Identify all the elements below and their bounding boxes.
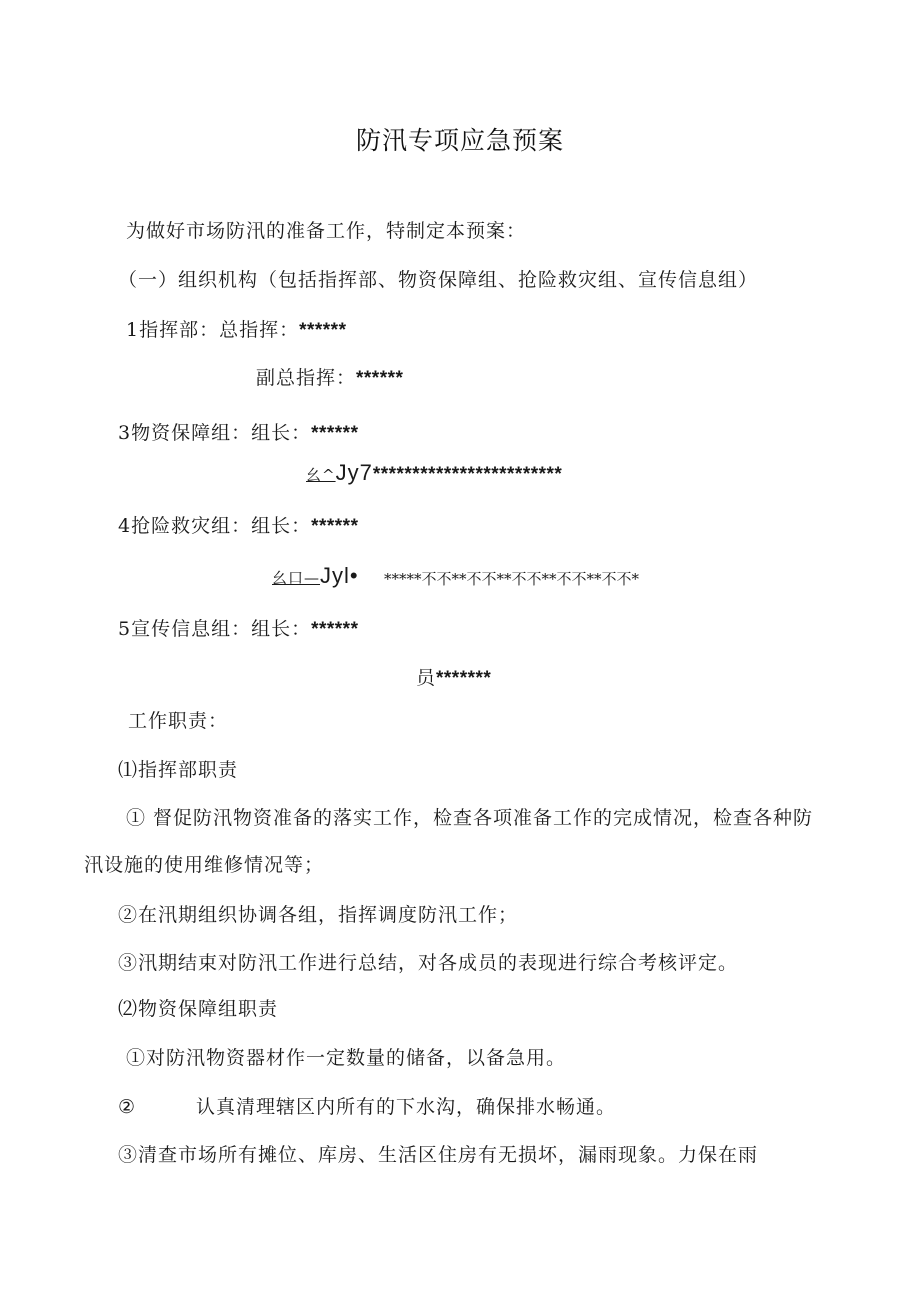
supply-members-prefix: 幺^ <box>306 466 336 484</box>
supply-duty-1: ①对防汛物资器材作一定数量的储备，以备急用。 <box>126 1047 567 1069</box>
command-duty-3: ③汛期结束对防汛工作进行总结，对各成员的表现进行综合考核评定。 <box>118 952 739 974</box>
rescue-members-line <box>272 564 359 590</box>
intro-paragraph: 为做好市场防汛的准备工作，特制定本预案： <box>126 220 527 242</box>
command-label: 1指挥部：总指挥： <box>126 319 300 341</box>
publicity-members-prefix: 员 <box>416 667 437 689</box>
command-duty-1-line-2: 汛设施的使用维修情况等； <box>84 854 325 876</box>
deputy-command-line <box>256 366 403 391</box>
supply-members-line <box>306 461 562 487</box>
publicity-group-line <box>118 617 358 642</box>
deputy-command-value: ****** <box>356 368 404 389</box>
command-duties-heading: ⑴指挥部职责 <box>118 759 239 781</box>
rescue-members-prefix: 幺口— <box>272 569 321 587</box>
rescue-group-value: ****** <box>311 516 359 537</box>
rescue-members-text: Jyl• <box>320 563 359 588</box>
supply-duties-heading: ⑵物资保障组职责 <box>118 998 279 1020</box>
publicity-group-value: ****** <box>311 619 359 640</box>
supply-group-value: ****** <box>311 423 359 444</box>
deputy-command-label: 副总指挥： <box>256 367 357 389</box>
rescue-members-value: *****不不**不不**不不**不不**不不* <box>384 570 640 588</box>
section-heading-organization: （一）组织机构（包括指挥部、物资保障组、抢险救灾组、宣传信息组） <box>118 269 759 291</box>
publicity-members-value: ******* <box>436 668 492 689</box>
command-line <box>126 318 346 343</box>
supply-duty-3: ③清查市场所有摊位、库房、生活区住房有无损坏，漏雨现象。力保在雨 <box>118 1144 759 1166</box>
command-duty-1-line-1: ① 督促防汛物资准备的落实工作，检查各项准备工作的完成情况，检查各种防 <box>126 807 814 829</box>
supply-group-label: 3物资保障组：组长： <box>118 422 312 444</box>
supply-members-value: ************************ <box>372 464 563 485</box>
supply-group-line <box>118 421 358 446</box>
supply-duty-2-text: 认真清理辖区内所有的下水沟，确保排水畅通。 <box>196 1096 617 1118</box>
supply-members-text: Jy7 <box>335 460 373 485</box>
rescue-group-label: 4抢险救灾组：组长： <box>118 515 312 537</box>
duties-heading: 工作职责： <box>128 710 229 732</box>
supply-duty-2-number: ② <box>118 1096 137 1118</box>
document-title: 防汛专项应急预案 <box>355 126 564 155</box>
publicity-members-line <box>416 666 491 691</box>
publicity-group-label: 5宣传信息组：组长： <box>118 618 312 640</box>
command-duty-2: ②在汛期组织协调各组，指挥调度防汛工作； <box>118 904 519 926</box>
command-value: ****** <box>299 320 347 341</box>
rescue-group-line <box>118 514 358 539</box>
